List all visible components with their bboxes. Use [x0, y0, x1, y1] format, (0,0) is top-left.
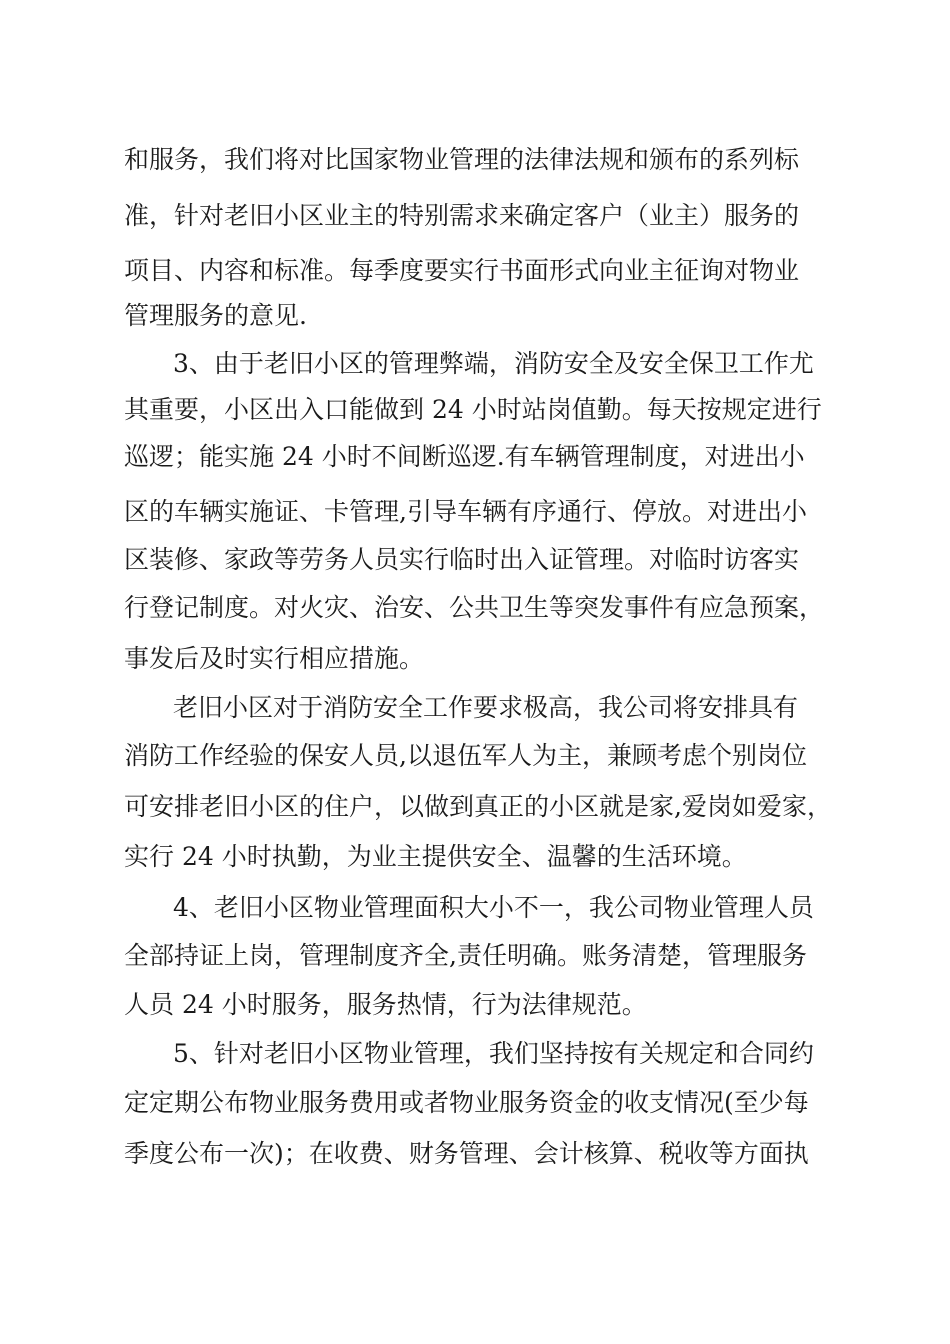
text-line: 5、针对老旧小区物业管理，我们坚持按有关规定和合同约 [173, 1039, 814, 1068]
text-line: 准，针对老旧小区业主的特别需求来确定客户（业主）服务的 [124, 201, 800, 230]
text-line: 项目、内容和标准。每季度要实行书面形式向业主征询对物业 [124, 256, 800, 285]
text-line: 3、由于老旧小区的管理弊端，消防安全及安全保卫工作尤 [173, 349, 814, 378]
text-line: 巡逻；能实施 24 小时不间断巡逻.有车辆管理制度，对进出小 [124, 442, 805, 471]
text-line: 季度公布一次)；在收费、财务管理、会计核算、税收等方面执 [124, 1139, 809, 1168]
text-line: 行登记制度。对火灾、治安、公共卫生等突发事件有应急预案， [124, 593, 825, 622]
text-line: 事发后及时实行相应措施。 [124, 644, 425, 673]
text-line: 全部持证上岗，管理制度齐全,责任明确。账务清楚，管理服务 [124, 941, 807, 970]
text-line: 老旧小区对于消防安全工作要求极高，我公司将安排具有 [173, 693, 799, 722]
text-line: 人员 24 小时服务，服务热情，行为法律规范。 [124, 990, 647, 1019]
text-line: 区的车辆实施证、卡管理,引导车辆有序通行、停放。对进出小 [124, 497, 807, 526]
text-line: 其重要，小区出入口能做到 24 小时站岗值勤。每天按规定进行 [124, 395, 822, 424]
text-line: 实行 24 小时执勤，为业主提供安全、温馨的生活环境。 [124, 842, 747, 871]
text-line: 管理服务的意见. [124, 301, 307, 330]
text-line: 区装修、家政等劳务人员实行临时出入证管理。对临时访客实 [124, 545, 800, 574]
text-line: 4、老旧小区物业管理面积大小不一，我公司物业管理人员 [173, 893, 814, 922]
text-line: 和服务，我们将对比国家物业管理的法律法规和颁布的系列标 [124, 145, 800, 174]
text-line: 可安排老旧小区的住户，以做到真正的小区就是家,爱岗如爱家， [124, 792, 832, 821]
text-line: 消防工作经验的保安人员,以退伍军人为主，兼顾考虑个别岗位 [124, 741, 807, 770]
text-line: 定定期公布物业服务费用或者物业服务资金的收支情况(至少每 [124, 1088, 809, 1117]
